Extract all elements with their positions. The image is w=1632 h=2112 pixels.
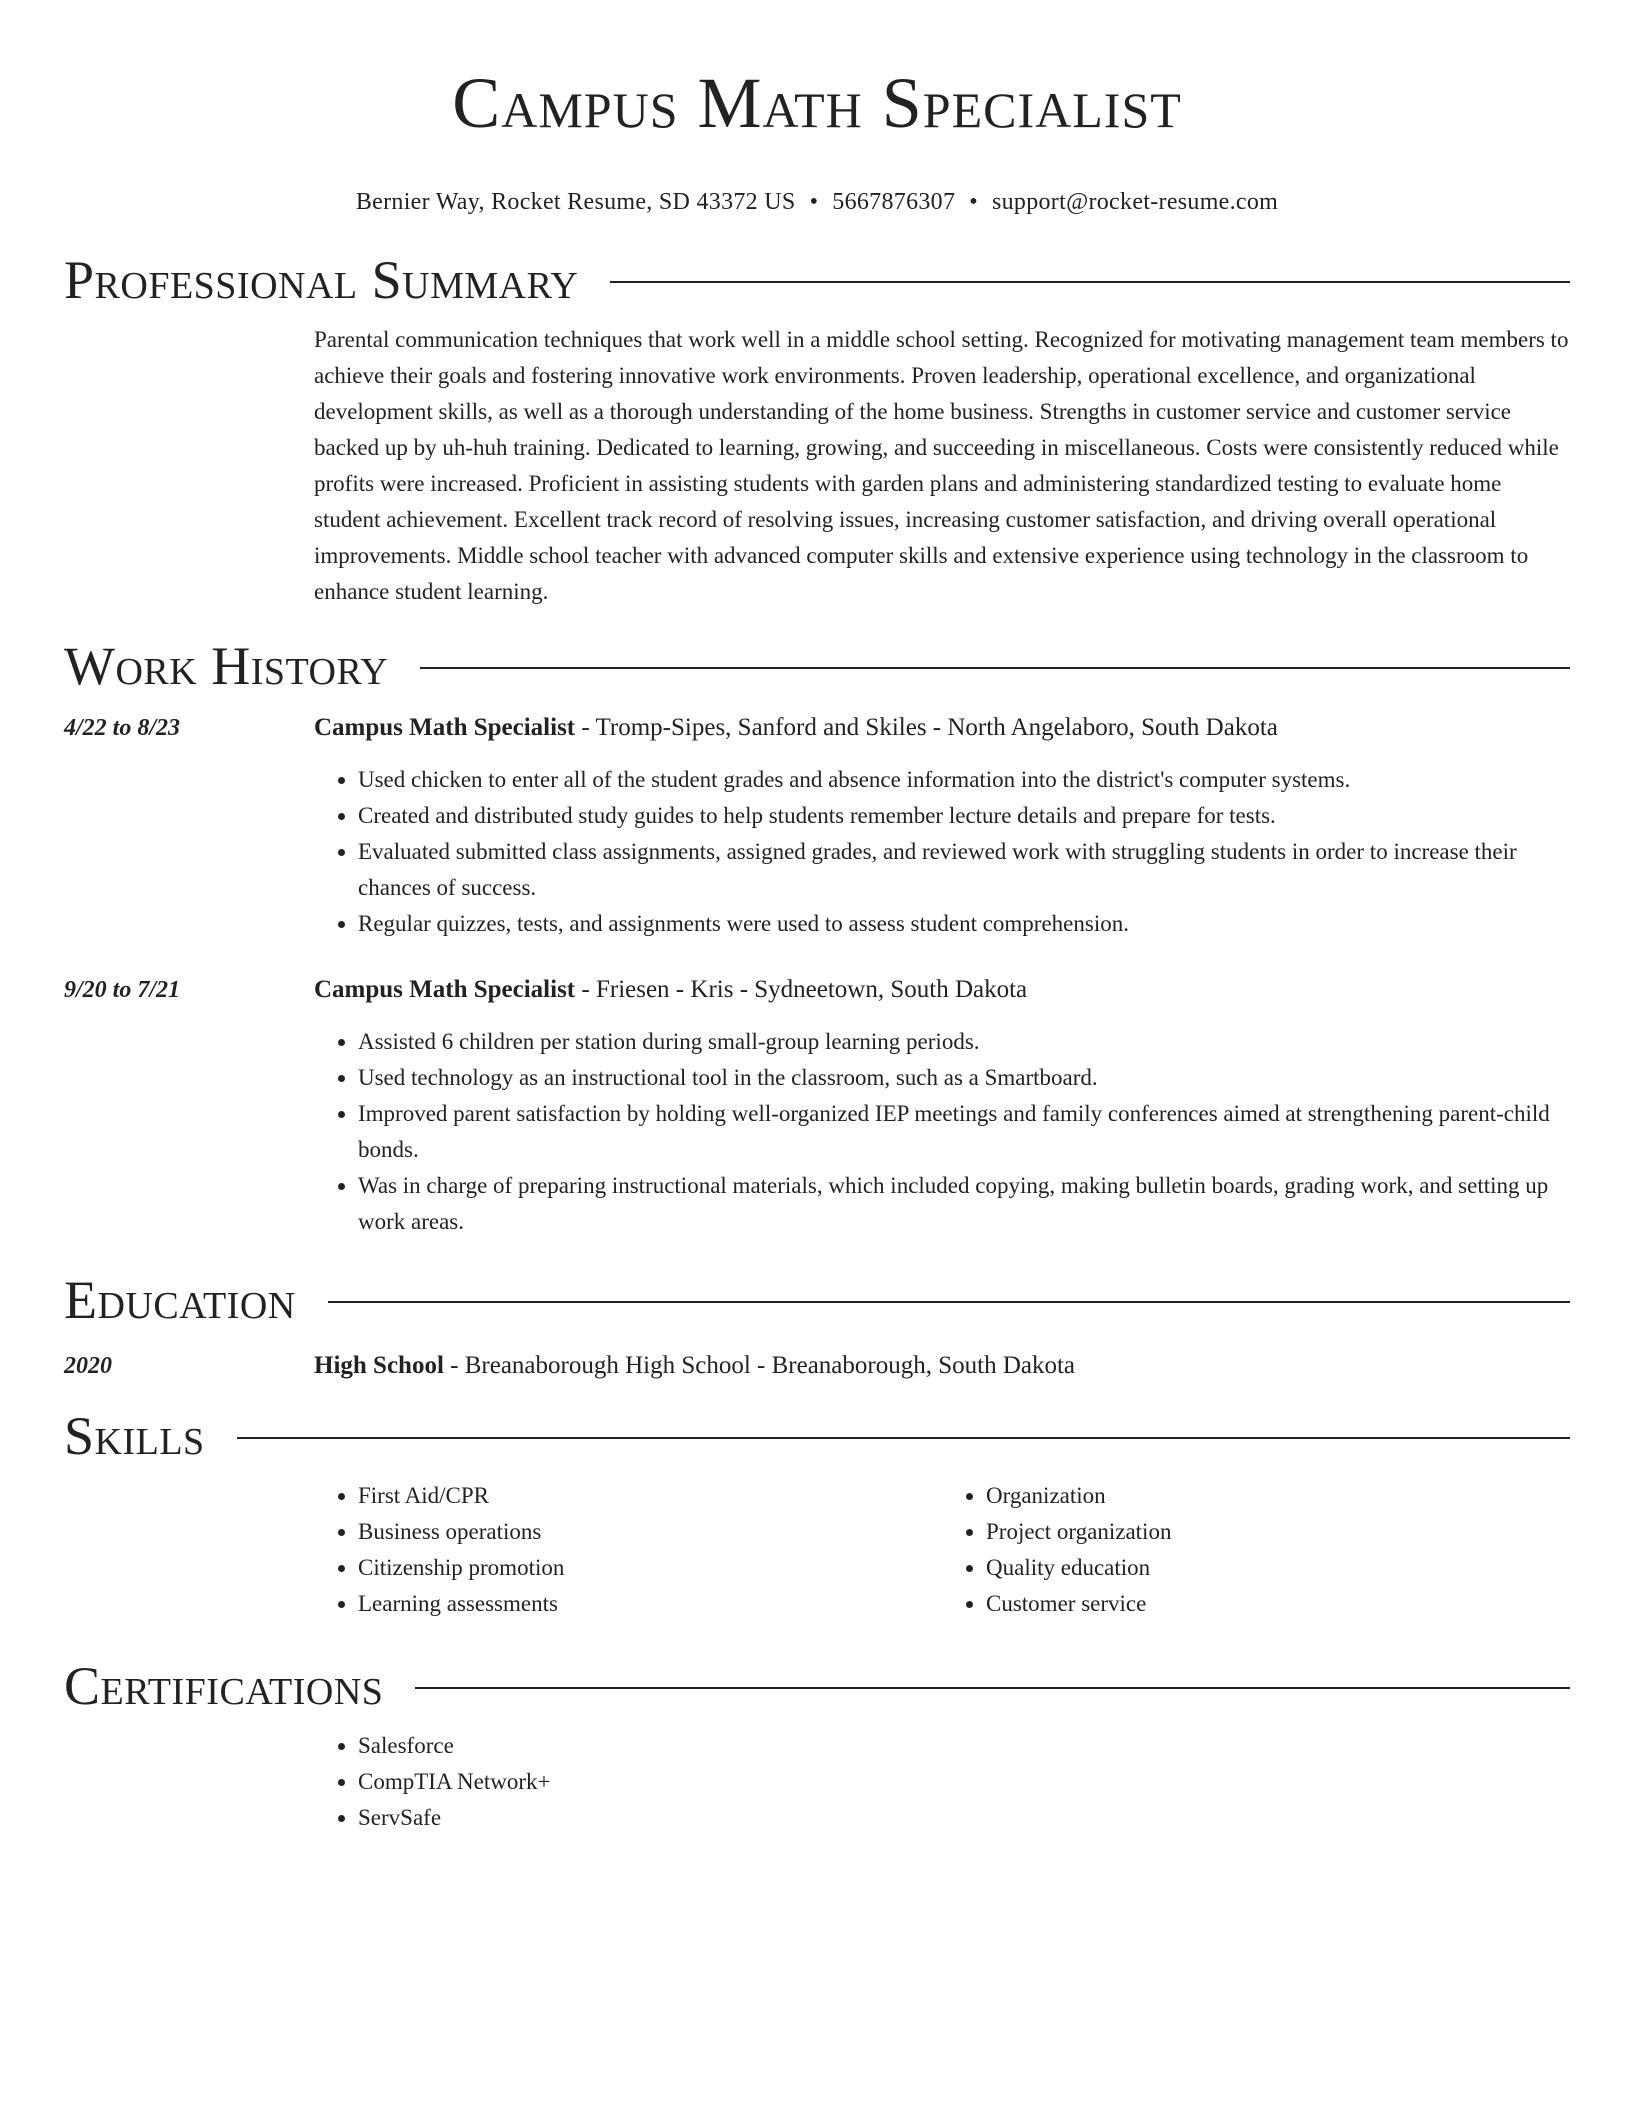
education-year: 2020 [64,1353,112,1379]
skill-item: • Customer service [986,1586,1570,1622]
skill-item: • Organization [986,1478,1570,1514]
education-entry [64,1348,1570,1384]
education-degree: High School [314,1352,444,1379]
section-divider [415,1687,1570,1689]
section-divider [328,1301,1570,1303]
job-details: - Tromp-Sipes, Sanford and Skiles - North Angelaboro, South Dakota [575,714,1278,741]
job-bullets [314,1024,1570,1240]
skill-item: • Quality education [986,1550,1570,1586]
job-bullets [314,762,1570,942]
section-divider [237,1437,1570,1439]
summary-section-header [64,248,1570,312]
section-divider [420,667,1570,669]
education-details: - Breanaborough High School - Breanaborough, South Dakota [443,1352,1076,1379]
education-heading: Education [64,1270,296,1330]
job-bullet: • Regular quizzes, tests, and assignments were used to assess student comprehension. [358,906,1570,942]
skill-item: • Project organization [986,1514,1570,1550]
work-section-header [64,634,1570,698]
skill-item: • Citizenship promotion [358,1550,942,1586]
skills-row [64,1478,1570,1622]
contact-separator: • [809,189,819,215]
contact-separator: • [969,189,978,215]
certifications-heading: Certifications [64,1656,384,1716]
job-details: - Friesen - Kris - Sydneetown, South Dakota [575,976,1028,1003]
skills-heading: Skills [64,1406,205,1466]
job-dates: 9/20 to 7/21 [64,977,181,1003]
certifications-list [314,1728,1570,1836]
contact-email: support@rocket-resume.com [991,189,1279,215]
certifications-section-header [64,1654,1570,1718]
job-entry [64,710,1570,942]
job-entry [64,972,1570,1240]
skill-item: • Business operations [358,1514,942,1550]
contact-line [64,186,1570,218]
certifications-row [64,1728,1570,1836]
job-dates: 4/22 to 8/23 [64,715,181,741]
summary-text: Parental communication techniques that work well in a middle school setting. Recognized for motivating management team members to achieve their goals and fostering innovative work environments. Proven leadership, operational excellence, and organizational development skills, as well as a thorough understanding of the home business. Strengths in customer service and customer service backed up by uh-huh training. Dedicated to learning, growing, and succeeding in miscellaneous. Costs were consistently reduced while profits were increased. Proficient in assisting students with garden plans and administering standardized testing to evaluate home student achievement. Excellent track record of resolving issues, increasing customer satisfaction, and driving overall operational improvements. Middle school teacher with advanced computer skills and extensive experience using technology in the classroom to enhance student learning. [314,327,1569,604]
job-heading [314,710,1570,746]
job-bullet: • Was in charge of preparing instructional materials, which included copying, making bulletin boards, grading work, and setting up work areas. [358,1168,1570,1240]
education-heading-line [314,1348,1570,1384]
section-divider [610,281,1570,283]
job-bullet: • Improved parent satisfaction by holding well-organized IEP meetings and family conferences aimed at strengthening parent-child bonds. [358,1096,1570,1168]
job-bullet: • Used chicken to enter all of the student grades and absence information into the district's computer systems. [358,762,1570,798]
skills-section-header [64,1404,1570,1468]
job-bullet: • Assisted 6 children per station during small-group learning periods. [358,1024,1570,1060]
certification-item: • CompTIA Network+ [358,1764,1570,1800]
contact-address: Bernier Way, Rocket Resume, SD 43372 US [355,189,796,215]
job-heading [314,972,1570,1008]
skills-list-right [942,1478,1570,1622]
certification-item: • Salesforce [358,1728,1570,1764]
work-heading: Work History [64,636,389,696]
job-title: Campus Math Specialist [314,976,576,1003]
skills-list-left [314,1478,942,1622]
certification-item: • ServSafe [358,1800,1570,1836]
job-bullet: • Used technology as an instructional tool in the classroom, such as a Smartboard. [358,1060,1570,1096]
job-bullet: • Evaluated submitted class assignments, assigned grades, and reviewed work with struggling students in order to increase their chances of success. [358,834,1570,906]
job-title: Campus Math Specialist [314,714,576,741]
contact-phone: 5667876307 [832,189,956,215]
education-section-header [64,1268,1570,1332]
skill-item: • First Aid/CPR [358,1478,942,1514]
summary-heading: Professional Summary [64,250,579,310]
job-bullet: • Created and distributed study guides to help students remember lecture details and prepare for tests. [358,798,1570,834]
resume-name: Campus Math Specialist [452,63,1182,143]
skill-item: • Learning assessments [358,1586,942,1622]
summary-row [64,322,1570,610]
